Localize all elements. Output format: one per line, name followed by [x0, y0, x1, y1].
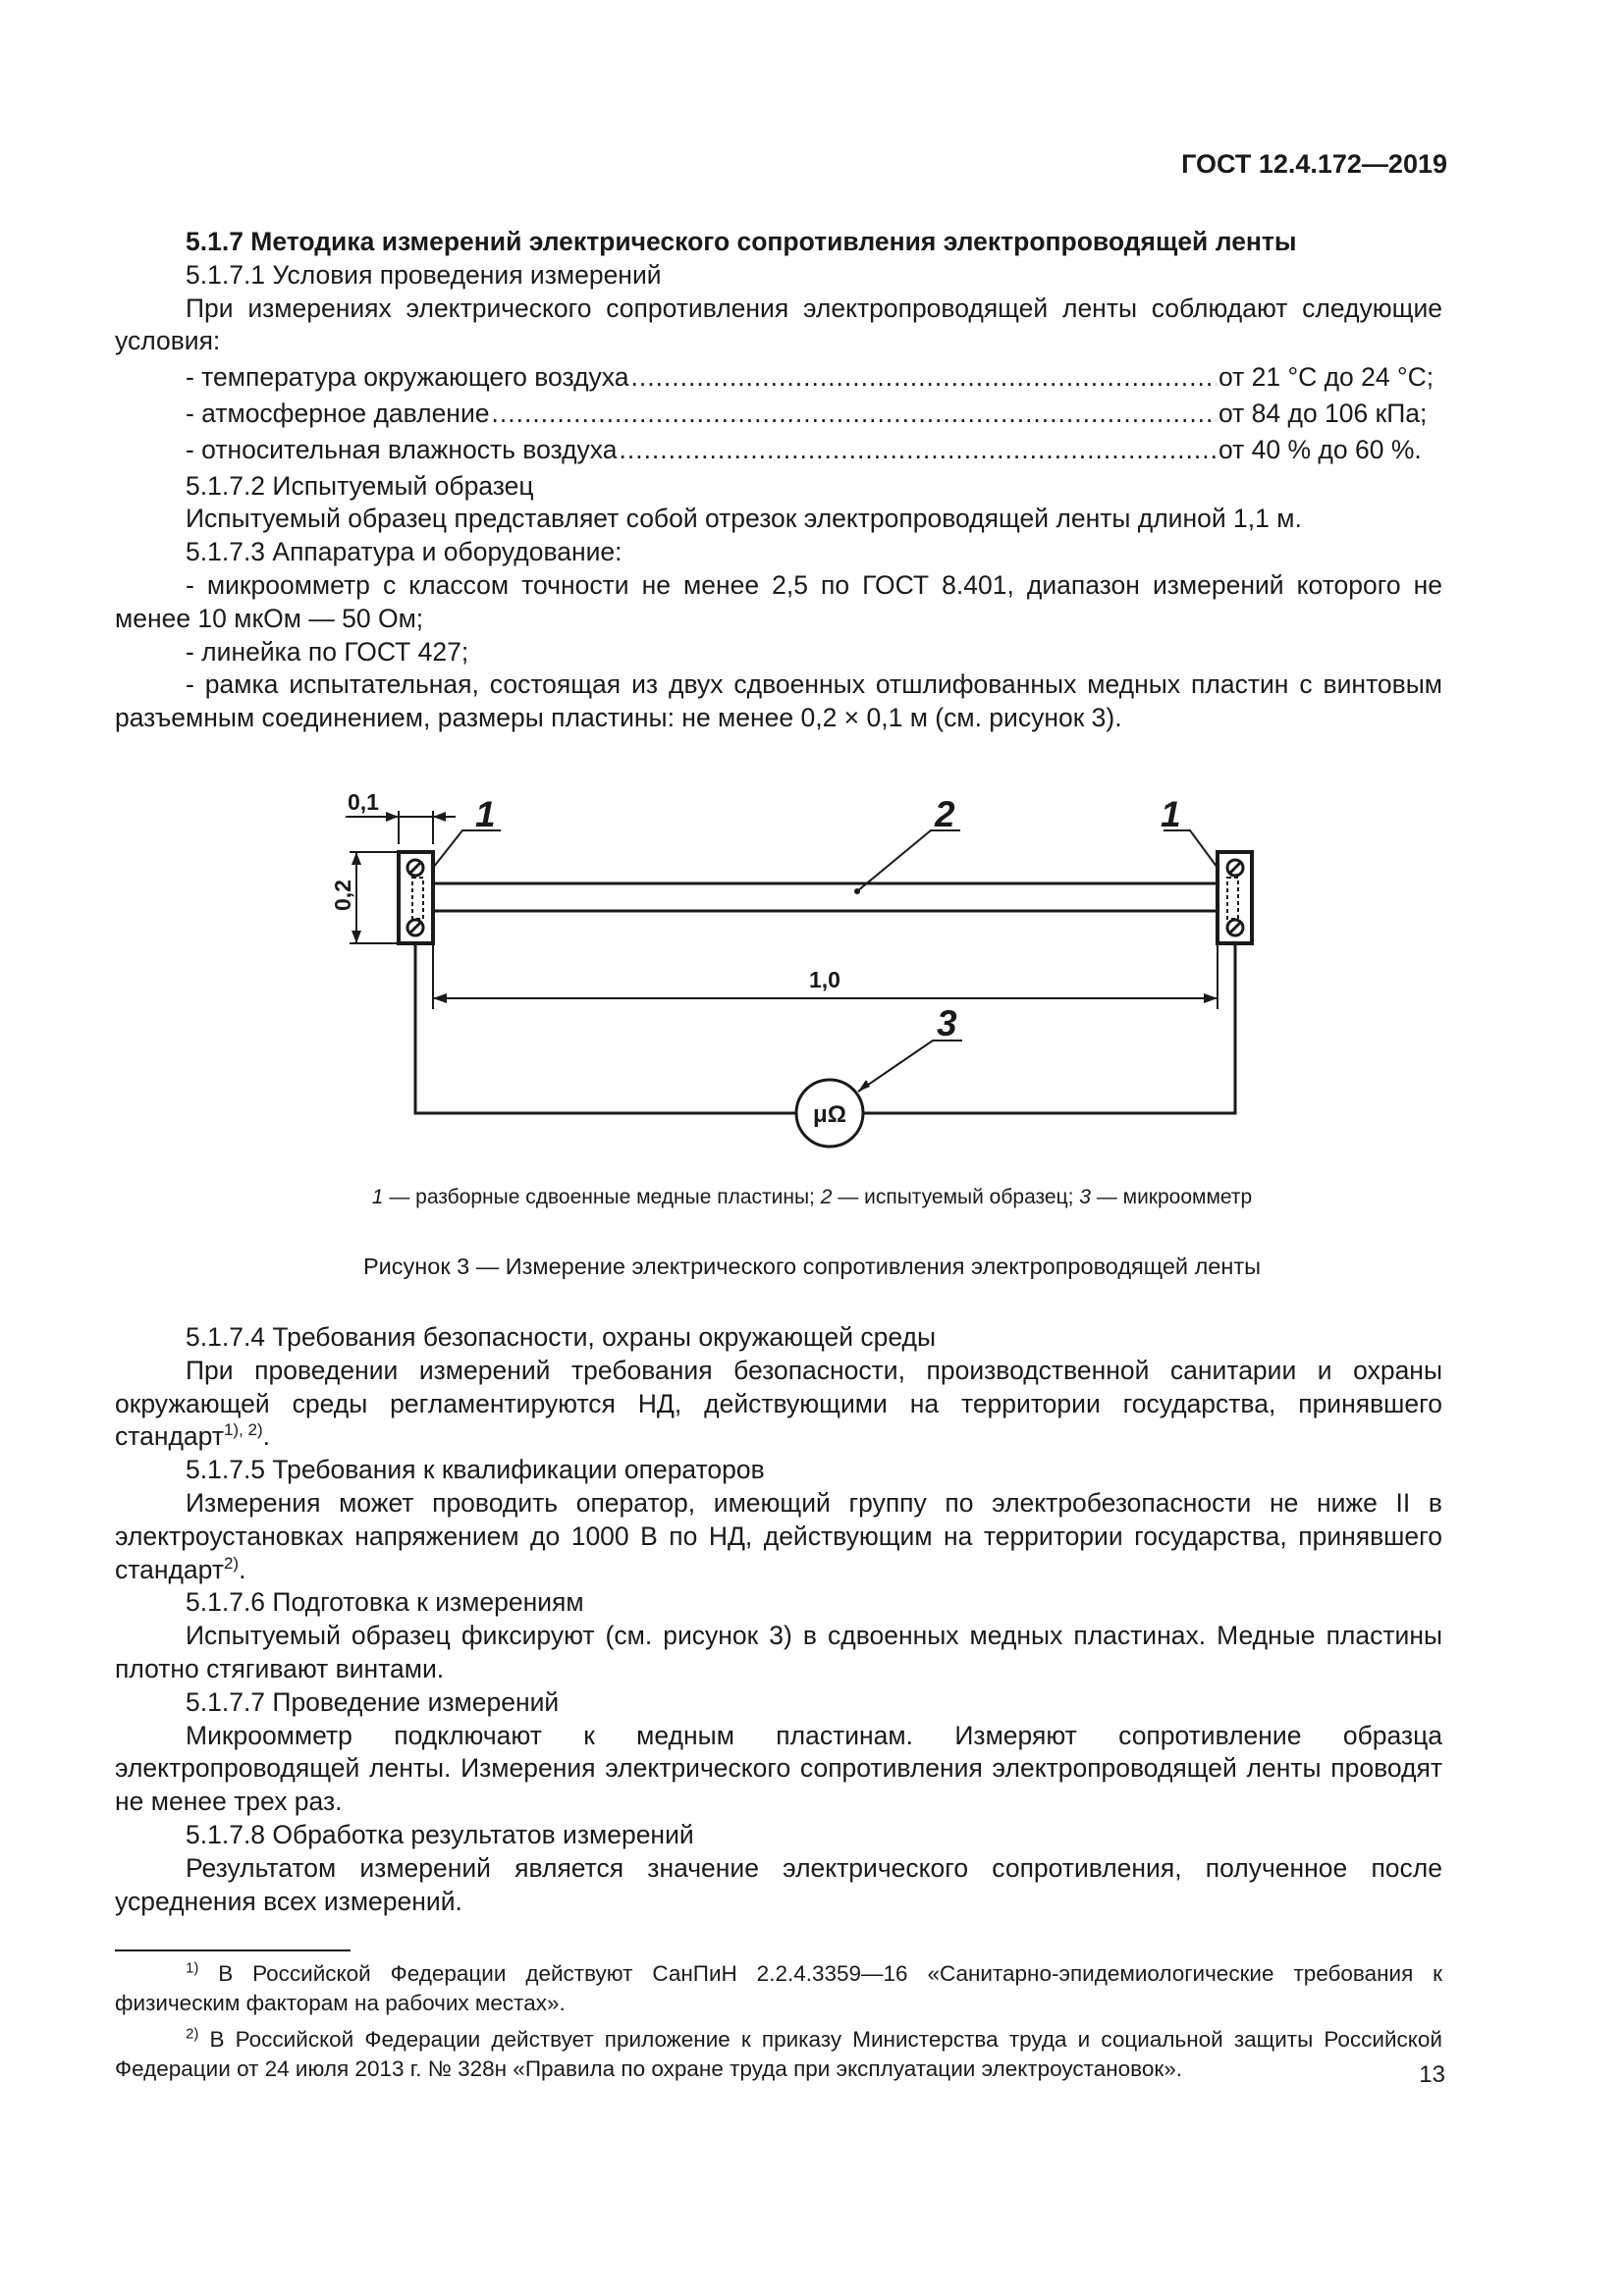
- legend-text: — разборные сдвоенные медные пластины;: [383, 1186, 821, 1208]
- paragraph: При измерениях электрического сопротивления электропроводящей ленты соблюдают следующие условия:: [115, 293, 1442, 356]
- screw-slot: [410, 863, 420, 873]
- dim-label-width: 0,1: [348, 789, 379, 815]
- legend-text: — испытуемый образец;: [832, 1186, 1080, 1208]
- wire-right: [863, 943, 1235, 1113]
- footnote-text: В Российской Федерации действуют СанПиН 2.2.4.3359—16 «Санитарно-эпидемиологические требования к физическим факторам на рабочих местах».: [115, 1961, 1442, 2015]
- footnote: [115, 2025, 1442, 2084]
- leader-dots: [630, 361, 1217, 395]
- leader-line-3: [858, 1041, 962, 1092]
- screw-slot: [1230, 923, 1240, 933]
- page-number: 13: [1419, 2061, 1445, 2088]
- marker-label-1: 1: [1161, 794, 1181, 834]
- leader-line-1-right: [1164, 830, 1218, 868]
- paragraph-text: При проведении измерений требования безопасности, производственной санитарии и охраны окружающей среды регламентируются НД, действующими на территории государства, принявшего стандарт: [115, 1355, 1442, 1452]
- marker-label-2: 2: [935, 794, 955, 834]
- figure-caption: Рисунок 3 — Измерение электрического сопротивления электропроводящей ленты: [362, 1254, 1261, 1279]
- paragraph: При проведении измерений требования безопасности, производственной санитарии и охраны окружающей среды регламентируются НД, действующими на территории государства, принявшего стандарт$^{1), 2)}$.: [115, 1355, 1442, 1452]
- body-upper: [115, 226, 1442, 735]
- clamp-outline-right: [1227, 878, 1238, 919]
- footnote-mark: 1): [186, 1959, 199, 1977]
- paragraph: Испытуемый образец фиксируют (см. рисунок 3) в сдвоенных медных пластинах. Медные пластины плотно стягивают винтами.: [115, 1621, 1442, 1683]
- meter-symbol: μΩ: [813, 1101, 846, 1128]
- measurement-diagram: [0, 785, 1624, 1158]
- subsection-title: 5.1.7.4 Требования безопасности, охраны окружающей среды: [186, 1322, 937, 1352]
- dim-label-height: 0,2: [330, 880, 355, 911]
- subsection-title: 5.1.7.3 Аппаратура и оборудование:: [186, 537, 623, 567]
- leader-dots: [619, 434, 1217, 467]
- condition-value: от 21 °С до 24 °С;: [1218, 362, 1435, 393]
- footnote-ref: 2): [223, 1553, 240, 1573]
- condition-row: [115, 361, 1442, 395]
- paragraph: Измерения может проводить оператор, имеющий группу по электробезопасности не ниже II в электроустановках напряжением до 1000 В по НД, действующим на территории государства, принявшего стандарт$^{2)}$.: [115, 1487, 1442, 1584]
- arrow-head: [1204, 993, 1218, 1003]
- arrow-head: [352, 852, 361, 865]
- subsection-title: 5.1.7.7 Проведение измерений: [186, 1686, 560, 1717]
- legend-text: — микроомметр: [1090, 1186, 1253, 1208]
- subsection-title: 5.1.7.8 Обработка результатов измерений: [186, 1819, 694, 1849]
- condition-label: - атмосферное давление: [186, 398, 490, 428]
- dim-label-length: 1,0: [809, 967, 840, 992]
- paragraph: Испытуемый образец представляет собой отрезок электропроводящей ленты длиной 1,1 м.: [186, 504, 1302, 534]
- screw-slot: [1230, 863, 1240, 873]
- arrow-head: [386, 812, 399, 822]
- body-lower: [115, 1321, 1442, 1918]
- leader-dot: [854, 888, 860, 894]
- arrow-head: [352, 931, 361, 943]
- marker-label-3: 3: [937, 1003, 957, 1043]
- subsection-title: 5.1.7.6 Подготовка к измерениям: [186, 1587, 584, 1618]
- footnote-text: В Российской Федерации действует приложение к приказу Министерства труда и социальной защиты Российской Федерации от 24 июля 2013 г. № 328н «Правила по охране труда при эксплуатации электроустановок».: [115, 2027, 1442, 2081]
- paragraph: Микроомметр подключают к медным пластинам. Измеряют сопротивление образца электропроводящей ленты. Измерения электрического сопротивления электропроводящей ленты проводят не менее трех раз.: [115, 1720, 1442, 1817]
- condition-row: [115, 434, 1442, 467]
- figure-3: [0, 785, 1624, 1158]
- condition-label: - температура окружающего воздуха: [186, 362, 629, 393]
- list-item: - рамка испытательная, состоящая из двух сдвоенных отшлифованных медных пластин с винтовым разъемным соединением, размеры пластины: не менее 0,2 × 0,1 м (см. рисунок 3).: [115, 669, 1442, 733]
- paragraph-text: Измерения может проводить оператор, имеющий группу по электробезопасности не ниже II в электроустановках напряжением до 1000 В по НД, действующим на территории государства, принявшего стандарт: [115, 1487, 1442, 1584]
- marker-label-1: 1: [475, 794, 496, 834]
- condition-value: от 40 % до 60 %.: [1218, 434, 1422, 464]
- condition-value: от 84 до 106 кПа;: [1218, 398, 1428, 428]
- figure-legend: [0, 1186, 1624, 1209]
- clamp-outline-left: [412, 878, 423, 919]
- arrow-head: [858, 1080, 870, 1092]
- footnote-mark: 2): [186, 2025, 199, 2043]
- legend-number: 1: [371, 1186, 384, 1208]
- arrow-head: [433, 993, 447, 1003]
- wire-left: [415, 943, 796, 1113]
- section-heading: 5.1.7 Методика измерений электрического сопротивления электропроводящей ленты: [186, 227, 1297, 256]
- leader-line-1-left: [433, 830, 501, 868]
- footnote-ref: 1), 2): [223, 1420, 263, 1440]
- footnote-divider: [115, 1949, 351, 1951]
- legend-number: 3: [1079, 1186, 1091, 1208]
- footnote: [115, 1959, 1442, 2018]
- footnotes: [115, 1959, 1442, 2091]
- condition-row: [115, 398, 1442, 431]
- paragraph: Результатом измерений является значение электрического сопротивления, полученное после усреднения всех измерений.: [115, 1852, 1442, 1916]
- subsection-title: 5.1.7.5 Требования к квалификации операторов: [186, 1455, 765, 1485]
- screw-slot: [410, 923, 420, 933]
- document-code: ГОСТ 12.4.172—2019: [1181, 149, 1447, 179]
- legend-number: 2: [820, 1186, 833, 1208]
- list-item: - микроомметр с классом точности не менее 2,5 по ГОСТ 8.401, диапазон измерений которого не менее 10 мкОм — 50 Ом;: [115, 569, 1442, 633]
- subsection-title: 5.1.7.1 Условия проведения измерений: [186, 259, 662, 290]
- list-item: - линейка по ГОСТ 427;: [186, 636, 469, 667]
- subsection-title: 5.1.7.2 Испытуемый образец: [186, 470, 534, 501]
- leader-dots: [492, 398, 1218, 431]
- condition-label: - относительная влажность воздуха: [186, 434, 618, 464]
